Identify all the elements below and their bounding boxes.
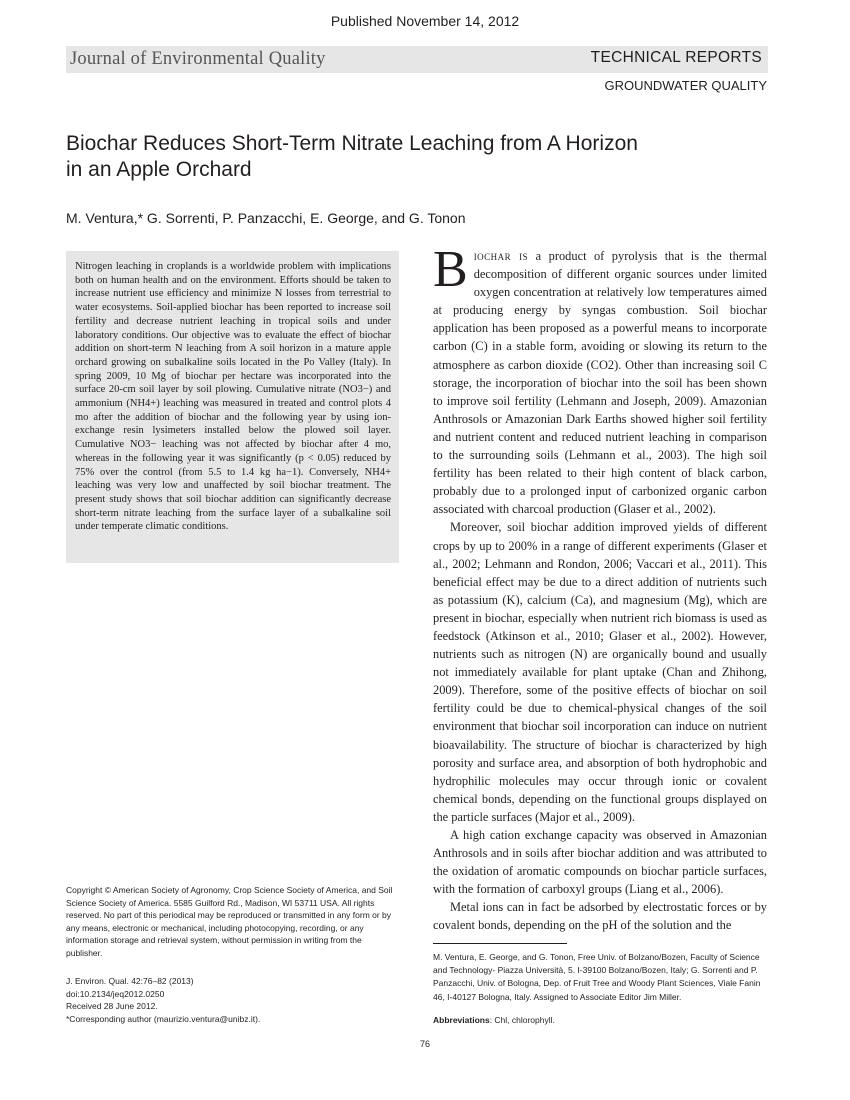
abstract-text: Nitrogen leaching in croplands is a worldwide problem with implications both on human health and on the environment. Efforts should be taken to increase nutrient use efficiency and minimize N losses from terrestrial to water ecosystems. Soil-applied biochar has been reported to increase soil fertility and decrease nutrient leaching in tropical soils and under laboratory conditions. Our objective was to evaluate the effect of biochar addition on short-term N leaching from A soil horizon in a mature apple orchard growing on subalkaline soils located in the Po Valley (Italy). In spring 2009, 10 Mg of biochar per hectare was incorporated into the surface 20-cm soil layer by soil plowing. Cumulative nitrate (NO3−) and ammonium (NH4+) leaching was measured in treated and control plots 4 mo after the addition of biochar and the following year by using ion-exchange resin lysimeters installed below the plowed soil layer. Cumulative NO3− leaching was not affected by biochar after 4 mo, whereas in the following year it was significantly (p < 0.05) reduced by 75% over the control (from 5.5 to 1.4 kg ha−1). Conversely, NH4+ leaching was very low and unaffected by soil biochar treatment. The present study shows that soil biochar addition can significantly decrease short-term nitrate leaching from the surface layer of a subalkaline soil under temperate climatic conditions. — [75, 261, 391, 533]
article-title-line-1: Biochar Reduces Short-Term Nitrate Leaching from A Horizon — [66, 132, 638, 155]
paragraph-4: Metal ions can in fact be adsorbed by electrostatic forces or by covalent bonds, depending on the pH of the solution and the — [433, 900, 767, 933]
body-text-column — [433, 241, 767, 935]
corresponding-author: *Corresponding author (maurizio.ventura@unibz.it). — [66, 1013, 261, 1024]
paragraph-1-text: a product of pyrolysis that is the thermal decomposition of different organic sources under limited oxygen concentration at relatively low temperatures aimed at producing energy by syngas combustion. Soil biochar application has been proposed as a powerful means to incorporate carbon (C) in a stable form, avoiding or slowing its return to the atmosphere as carbon dioxide (CO2). Other than increasing soil C storage, the incorporation of biochar into the soil has been shown to improve soil fertility (Lehmann and Joseph, 2009). Amazonian Anthrosols or Amazonian Dark Earths showed higher soil fertility and nutrient content and reduced nutrient leaching in comparison to the surrounding soils (Lehmann et al., 2003). The high soil fertility has been related to their high content of black carbon, probably due to a prolonged input of carbonized organic carbon associated with charcoal production (Glaser et al., 2002). — [433, 249, 767, 517]
received-date: Received 28 June 2012. — [66, 1001, 158, 1012]
article-title-line-2: in an Apple Orchard — [66, 158, 252, 181]
paragraph-2: Moreover, soil biochar addition improved yields of different crops by up to 200% in a range of different experiments (Glaser et al., 2002; Lehmann and Rondon, 2006; Vaccari et al., 2011). This beneficial effect may be due to a direct addition of nutrients such as potassium (K), calcium (Ca), and magnesium (Mg), which are present in biochar, especially when nutrient rich biomass is used as feedstock (Atkinson et al., 2010; Glaser et al., 2002). However, nutrients such as nitrogen (N) are organically bound and usually not immediately available for plant uptake (Chan and Zhihong, 2009). Therefore, some of the positive effects of biochar on soil fertility could be due to chemical-physical changes of the soil environment that biochar soil incorporation can induce on nutrient bioavailability. The structure of biochar is characterized by high porosity and surface area, and absorption of both hydrophobic and hydrophilic molecules may occur through ionic or covalent chemical bonds, depending on the functional groups displayed on the particle surfaces (Major et al., 2009). — [433, 520, 767, 824]
page-number: 76 — [419, 1039, 430, 1049]
copyright-notice: Copyright © American Society of Agronomy, Crop Science Society of America, and Soil Science Society of America. 5585 Guilford Rd., Madison, WI 53711 USA. All rights reserved. No part of this periodical may be reproduced or transmitted in any form or by any means, electronic or mechanical, including photocopying, recording, or any information storage and retrieval system, without permission in writing from the publisher. — [66, 885, 393, 958]
paragraph-3: A high cation exchange capacity was observed in Amazonian Anthrosols and in soils after biochar addition and was attributed to the oxidation of aromatic compounds on biochar particle surfaces, with the formation of carboxyl groups (Liang et al., 2006). — [433, 828, 767, 897]
published-date: Published November 14, 2012 — [330, 13, 520, 29]
author-list: M. Ventura,* G. Sorrenti, P. Panzacchi, E. George, and G. Tonon — [66, 210, 466, 226]
doi: doi:10.2134/jeq2012.0250 — [66, 988, 165, 999]
citation-block — [66, 975, 400, 1025]
journal-name: Journal of Environmental Quality — [70, 49, 326, 69]
journal-reference: J. Environ. Qual. 42:76–82 (2013) — [66, 976, 194, 986]
section-label: TECHNICAL REPORTS — [590, 49, 762, 66]
subsection-label: GROUNDWATER QUALITY — [604, 78, 767, 93]
abbreviations-label: Abbreviations — [433, 1015, 490, 1025]
abbreviations-text: : Chl, chlorophyll. — [489, 1015, 555, 1025]
paragraph-1 — [433, 241, 767, 518]
article-title — [66, 131, 706, 183]
abbreviations — [433, 1015, 767, 1025]
affiliation-footnote: M. Ventura, E. George, and G. Tonon, Free Univ. of Bolzano/Bozen, Faculty of Science and Technology- Piazza Università, 5. I-39100 Bolzano/Bozen, Italy; G. Sorrenti and P. Panzacchi, Univ. of Bologna, Dep. of Fruit Tree and Woody Plant Sciences, Viale Fanin 46, I-40127 Bologna, Italy. Assigned to Associate Editor Jim Miller. — [433, 952, 761, 1002]
footnote-divider — [433, 943, 567, 944]
drop-cap: B — [433, 241, 468, 298]
lead-in: iochar is — [473, 249, 529, 263]
